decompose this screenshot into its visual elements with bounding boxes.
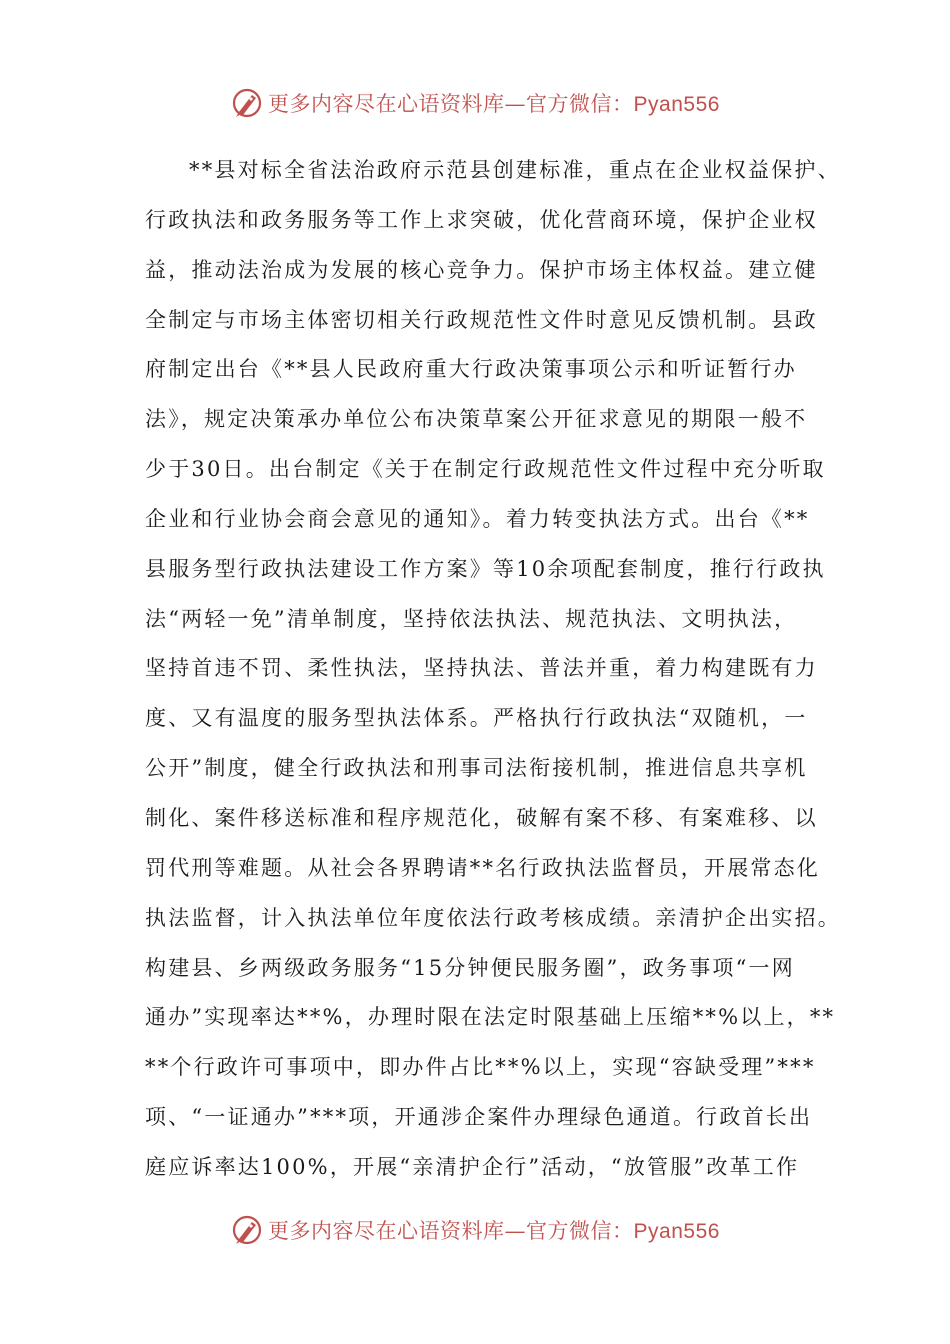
paragraph-line: 执法监督，计入执法单位年度依法行政考核成绩。亲清护企出实招。 [145,905,841,930]
paragraph-line: 坚持首违不罚、柔性执法，坚持执法、普法并重，着力构建既有力 [145,656,818,681]
paragraph-line: 公开”制度，健全行政执法和刑事司法衔接机制，推进信息共享机 [145,756,808,781]
footer-banner [0,1210,950,1250]
pen-nib-logo-icon [230,1213,264,1247]
paragraph-line: 少于30日。出台制定《关于在制定行政规范性文件过程中充分听取 [145,457,826,482]
paragraph-line: 县服务型行政执法建设工作方案》等10余项配套制度，推行行政执 [145,556,826,581]
paragraph-line: 度、又有温度的服务型执法体系。严格执行行政执法“双随机，一 [145,706,808,731]
paragraph-line: 法》，规定决策承办单位公布决策草案公开征求意见的期限一般不 [145,407,808,432]
paragraph-line: 制化、案件移送标准和程序规范化，破解有案不移、有案难移、以 [145,805,818,830]
paragraph-line: 行政执法和政务服务等工作上求突破，优化营商环境，保护企业权 [145,207,818,232]
header-banner [0,83,950,123]
paragraph-line: **个行政许可事项中，即办件占比**%以上，实现“容缺受理”*** [145,1055,816,1080]
wechat-id: Pyan556 [633,1220,720,1243]
paragraph-line: 构建县、乡两级政务服务“15分钟便民服务圈”，政务事项“一网 [145,955,795,980]
pen-nib-logo-icon [230,86,264,120]
document-body [145,146,841,1193]
banner-text: 更多内容尽在心语资料库—官方微信：Pyan556 [268,1219,720,1243]
wechat-id: Pyan556 [633,93,720,116]
paragraph-line: 府制定出台《**县人民政府重大行政决策事项公示和听证暂行办 [145,357,797,382]
paragraph-line: 项、“一证通办”***项，开通涉企案件办理绿色通道。行政首长出 [145,1105,813,1130]
paragraph-line: 通办”实现率达**%，办理时限在法定时限基础上压缩**%以上，** [145,1005,836,1030]
paragraph-line: **县对标全省法治政府示范县创建标准，重点在企业权益保护、 [189,158,841,182]
paragraph-line: 罚代刑等难题。从社会各界聘请**名行政执法监督员，开展常态化 [145,855,820,880]
paragraph-line: 法“两轻一免”清单制度，坚持依法执法、规范执法、文明执法， [145,606,798,631]
paragraph-line: 益，推动法治成为发展的核心竞争力。保护市场主体权益。建立健 [145,257,818,282]
paragraph-line: 庭应诉率达100%，开展“亲清护企行”活动，“放管服”改革工作 [145,1154,800,1179]
banner-text: 更多内容尽在心语资料库—官方微信：Pyan556 [268,92,720,116]
paragraph-line: 企业和行业协会商会意见的通知》。着力转变执法方式。出台《** [145,506,810,531]
paragraph-line: 全制定与市场主体密切相关行政规范性文件时意见反馈机制。县政 [145,307,818,332]
